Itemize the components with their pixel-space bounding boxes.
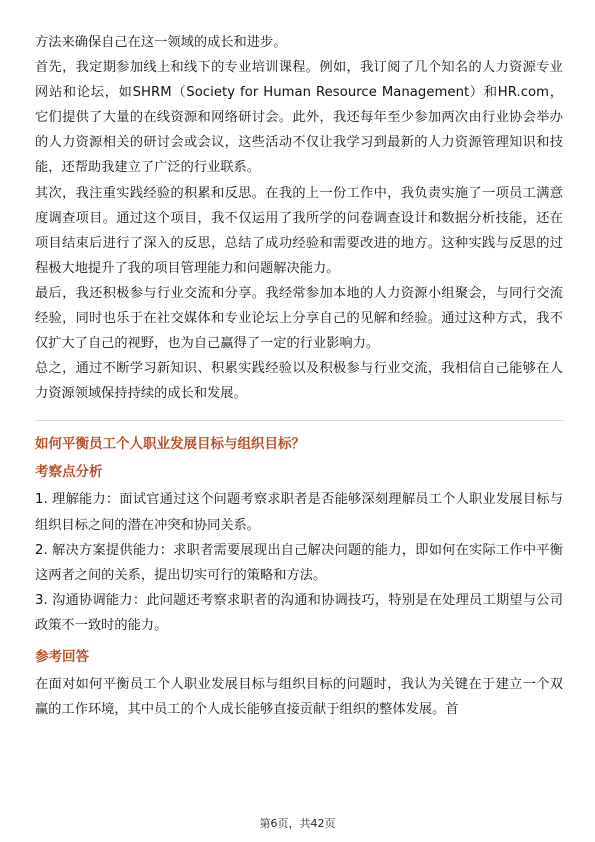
analysis-heading: 考察点分析 (35, 464, 103, 481)
question-title: 如何平衡员工个人职业发展目标与组织目标？ (35, 436, 305, 453)
body-paragraph: 方法来确保自己在这一领域的成长和进步。 (35, 35, 287, 50)
body-paragraph: 最后，我还积极参与行业交流和分享。我经常参加本地的人力资源小组聚会，与同行交流经验，同时也乐于在社交媒体和专业论坛上分享自己的见解和经验。通过这种方式，我不仅扩大了自己的视野，也为自己赢得了一定的行业影响力。 (35, 285, 563, 352)
section-divider (35, 420, 563, 421)
analysis-item: 2. 解决方案提供能力：求职者需要展现出自己解决问题的能力，即如何在实际工作中平衡这两者之间的关系，提出切实可行的策略和方法。 (35, 542, 563, 583)
analysis-item: 3. 沟通协调能力：此问题还考察求职者的沟通和协调技巧，特别是在处理员工期望与公司政策不一致时的能力。 (35, 592, 563, 633)
answer-heading: 参考回答 (35, 648, 89, 665)
page-content (35, 30, 563, 722)
analysis-item: 1. 理解能力：面试官通过这个问题考察求职者是否能够深刻理解员工个人职业发展目标与组织目标之间的潜在冲突和协同关系。 (35, 492, 563, 533)
page-number: 第6页，共42页 (259, 817, 336, 830)
answer-paragraph: 在面对如何平衡员工个人职业发展目标与组织目标的问题时，我认为关键在于建立一个双赢的工作环境，其中员工的个人成长能够直接贡献于组织的整体发展。首 (35, 676, 563, 718)
body-paragraph: 首先，我定期参加线上和线下的专业培训课程。例如，我订阅了几个知名的人力资源专业网站和论坛，如SHRM（Society for Human Resource Management）和HR.com，它们提供了大量的在线资源和网络研讨会。此外，我还每年至少参加两次由行业协会举办的人力资源相关的研讨会或会议，这些活动不仅让我学习到最新的人力资源管理知识和技能，还帮助我建立了广泛的行业联系。 (35, 60, 563, 176)
body-paragraph: 总之，通过不断学习新知识、积累实践经验以及积极参与行业交流，我相信自己能够在人力资源领域保持持续的成长和发展。 (35, 361, 563, 402)
body-paragraph: 其次，我注重实践经验的积累和反思。在我的上一份工作中，我负责实施了一项员工满意度调查项目。通过这个项目，我不仅运用了我所学的问卷调查设计和数据分析技能，还在项目结束后进行了深入的反思，总结了成功经验和需要改进的地方。这种实践与反思的过程极大地提升了我的项目管理能力和问题解决能力。 (35, 185, 563, 276)
